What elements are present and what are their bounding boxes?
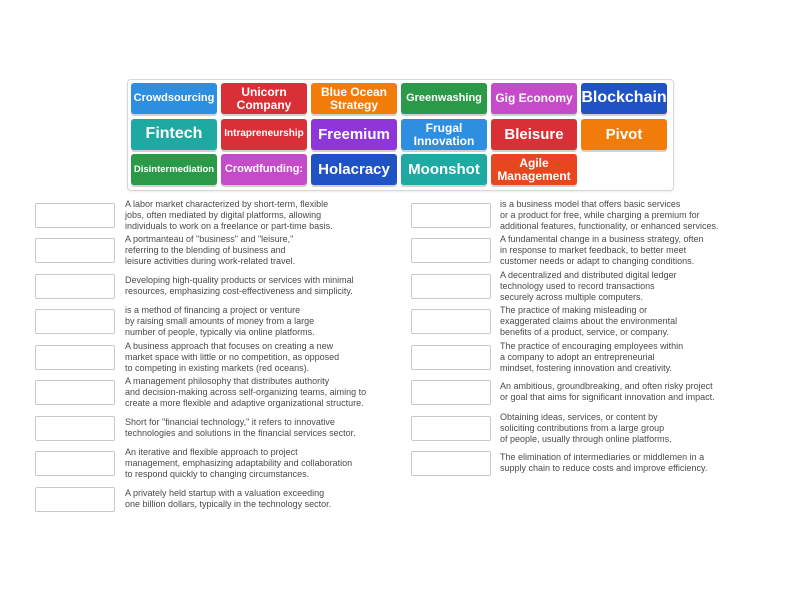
drop-slot[interactable]	[35, 416, 115, 441]
drop-slot[interactable]	[411, 345, 491, 370]
drop-slot[interactable]	[411, 238, 491, 263]
drop-slot[interactable]	[35, 274, 115, 299]
definition-text: An iterative and flexible approach to project management, emphasizing adaptability and collaboration to respond quickly to changing circumstances.	[125, 446, 353, 479]
drop-slot[interactable]	[411, 380, 491, 405]
definition-text: The elimination of intermediaries or middlemen in a supply chain to reduce costs and improve efficiency.	[500, 452, 708, 473]
drop-slot[interactable]	[411, 416, 491, 441]
definition-text: A decentralized and distributed digital ledger technology used to record transactions securely across multiple computers.	[500, 269, 677, 302]
word-tile-disintermediation[interactable]: Disintermediation	[131, 154, 217, 185]
drop-slot[interactable]	[35, 203, 115, 228]
drop-slot[interactable]	[411, 309, 491, 334]
drop-slot[interactable]	[35, 309, 115, 334]
definition-text: A business approach that focuses on creating a new market space with little or no competition, as opposed to competing in existing markets (red oceans).	[125, 340, 340, 373]
drop-slot[interactable]	[411, 203, 491, 228]
word-tile-crowdfunding[interactable]: Crowdfunding:	[221, 154, 307, 185]
drop-slot[interactable]	[35, 380, 115, 405]
word-tile-freemium[interactable]: Freemium	[311, 119, 397, 150]
definition-text: is a method of financing a project or venture by raising small amounts of money from a large number of people, typically via online platforms.	[125, 304, 315, 337]
word-tile-fintech[interactable]: Fintech	[131, 119, 217, 150]
drop-slot[interactable]	[411, 274, 491, 299]
definition-text: is a business model that offers basic services or a product for free, while charging a premium for additional features, functionality, or enhanced services.	[500, 198, 719, 231]
definition-text: A portmanteau of "business" and "leisure," referring to the blending of business and leisure activities during work-related travel.	[125, 233, 296, 266]
definition-text: An ambitious, groundbreaking, and often risky project or goal that aims for significant innovation and impact.	[500, 381, 715, 402]
drop-slot[interactable]	[35, 238, 115, 263]
definition-text: A privately held startup with a valuation exceeding one billion dollars, typically in the technology sector.	[125, 488, 332, 509]
word-tile-bleisure[interactable]: Bleisure	[491, 119, 577, 150]
word-tile-frugal-innovation[interactable]: Frugal Innovation	[401, 119, 487, 150]
drop-slot[interactable]	[35, 451, 115, 476]
definition-text: A management philosophy that distributes authority and decision-making across self-organizing teams, aiming to create a more flexible and adaptive organizational structure.	[125, 375, 367, 408]
definition-text: A labor market characterized by short-term, flexible jobs, often mediated by digital platforms, allowing individuals to work on a freelance or part-time basis.	[125, 198, 333, 231]
drop-slot[interactable]	[35, 345, 115, 370]
word-tile-gig-economy[interactable]: Gig Economy	[491, 83, 577, 114]
word-tile-blockchain[interactable]: Blockchain	[581, 83, 667, 114]
word-tile-holacracy[interactable]: Holacracy	[311, 154, 397, 185]
definition-text: Short for "financial technology," it refers to innovative technologies and solutions in the financial services sector.	[125, 417, 356, 438]
word-tile-greenwashing[interactable]: Greenwashing	[401, 83, 487, 114]
word-tile-blue-ocean-strategy[interactable]: Blue Ocean Strategy	[311, 83, 397, 114]
drop-slot[interactable]	[35, 487, 115, 512]
word-tile-moonshot[interactable]: Moonshot	[401, 154, 487, 185]
word-tile-pivot[interactable]: Pivot	[581, 119, 667, 150]
definition-text: Developing high-quality products or services with minimal resources, emphasizing cost-effectiveness and simplicity.	[125, 275, 354, 296]
definition-text: Obtaining ideas, services, or content by soliciting contributions from a large group of people, usually through online platforms.	[500, 411, 672, 444]
word-tile-unicorn-company[interactable]: Unicorn Company	[221, 83, 307, 114]
drop-slot[interactable]	[411, 451, 491, 476]
definition-text: The practice of encouraging employees within a company to adopt an entrepreneurial mindset, fostering innovation and creativity.	[500, 340, 684, 373]
definition-text: The practice of making misleading or exaggerated claims about the environmental benefits of a product, service, or company.	[500, 304, 678, 337]
word-tile-agile-management[interactable]: Agile Management	[491, 154, 577, 185]
definition-text: A fundamental change in a business strategy, often in response to market feedback, to better meet customer needs or adapt to changing conditions.	[500, 233, 704, 266]
word-tile-crowdsourcing[interactable]: Crowdsourcing	[131, 83, 217, 114]
word-tile-intrapreneurship[interactable]: Intrapreneurship	[221, 119, 307, 150]
